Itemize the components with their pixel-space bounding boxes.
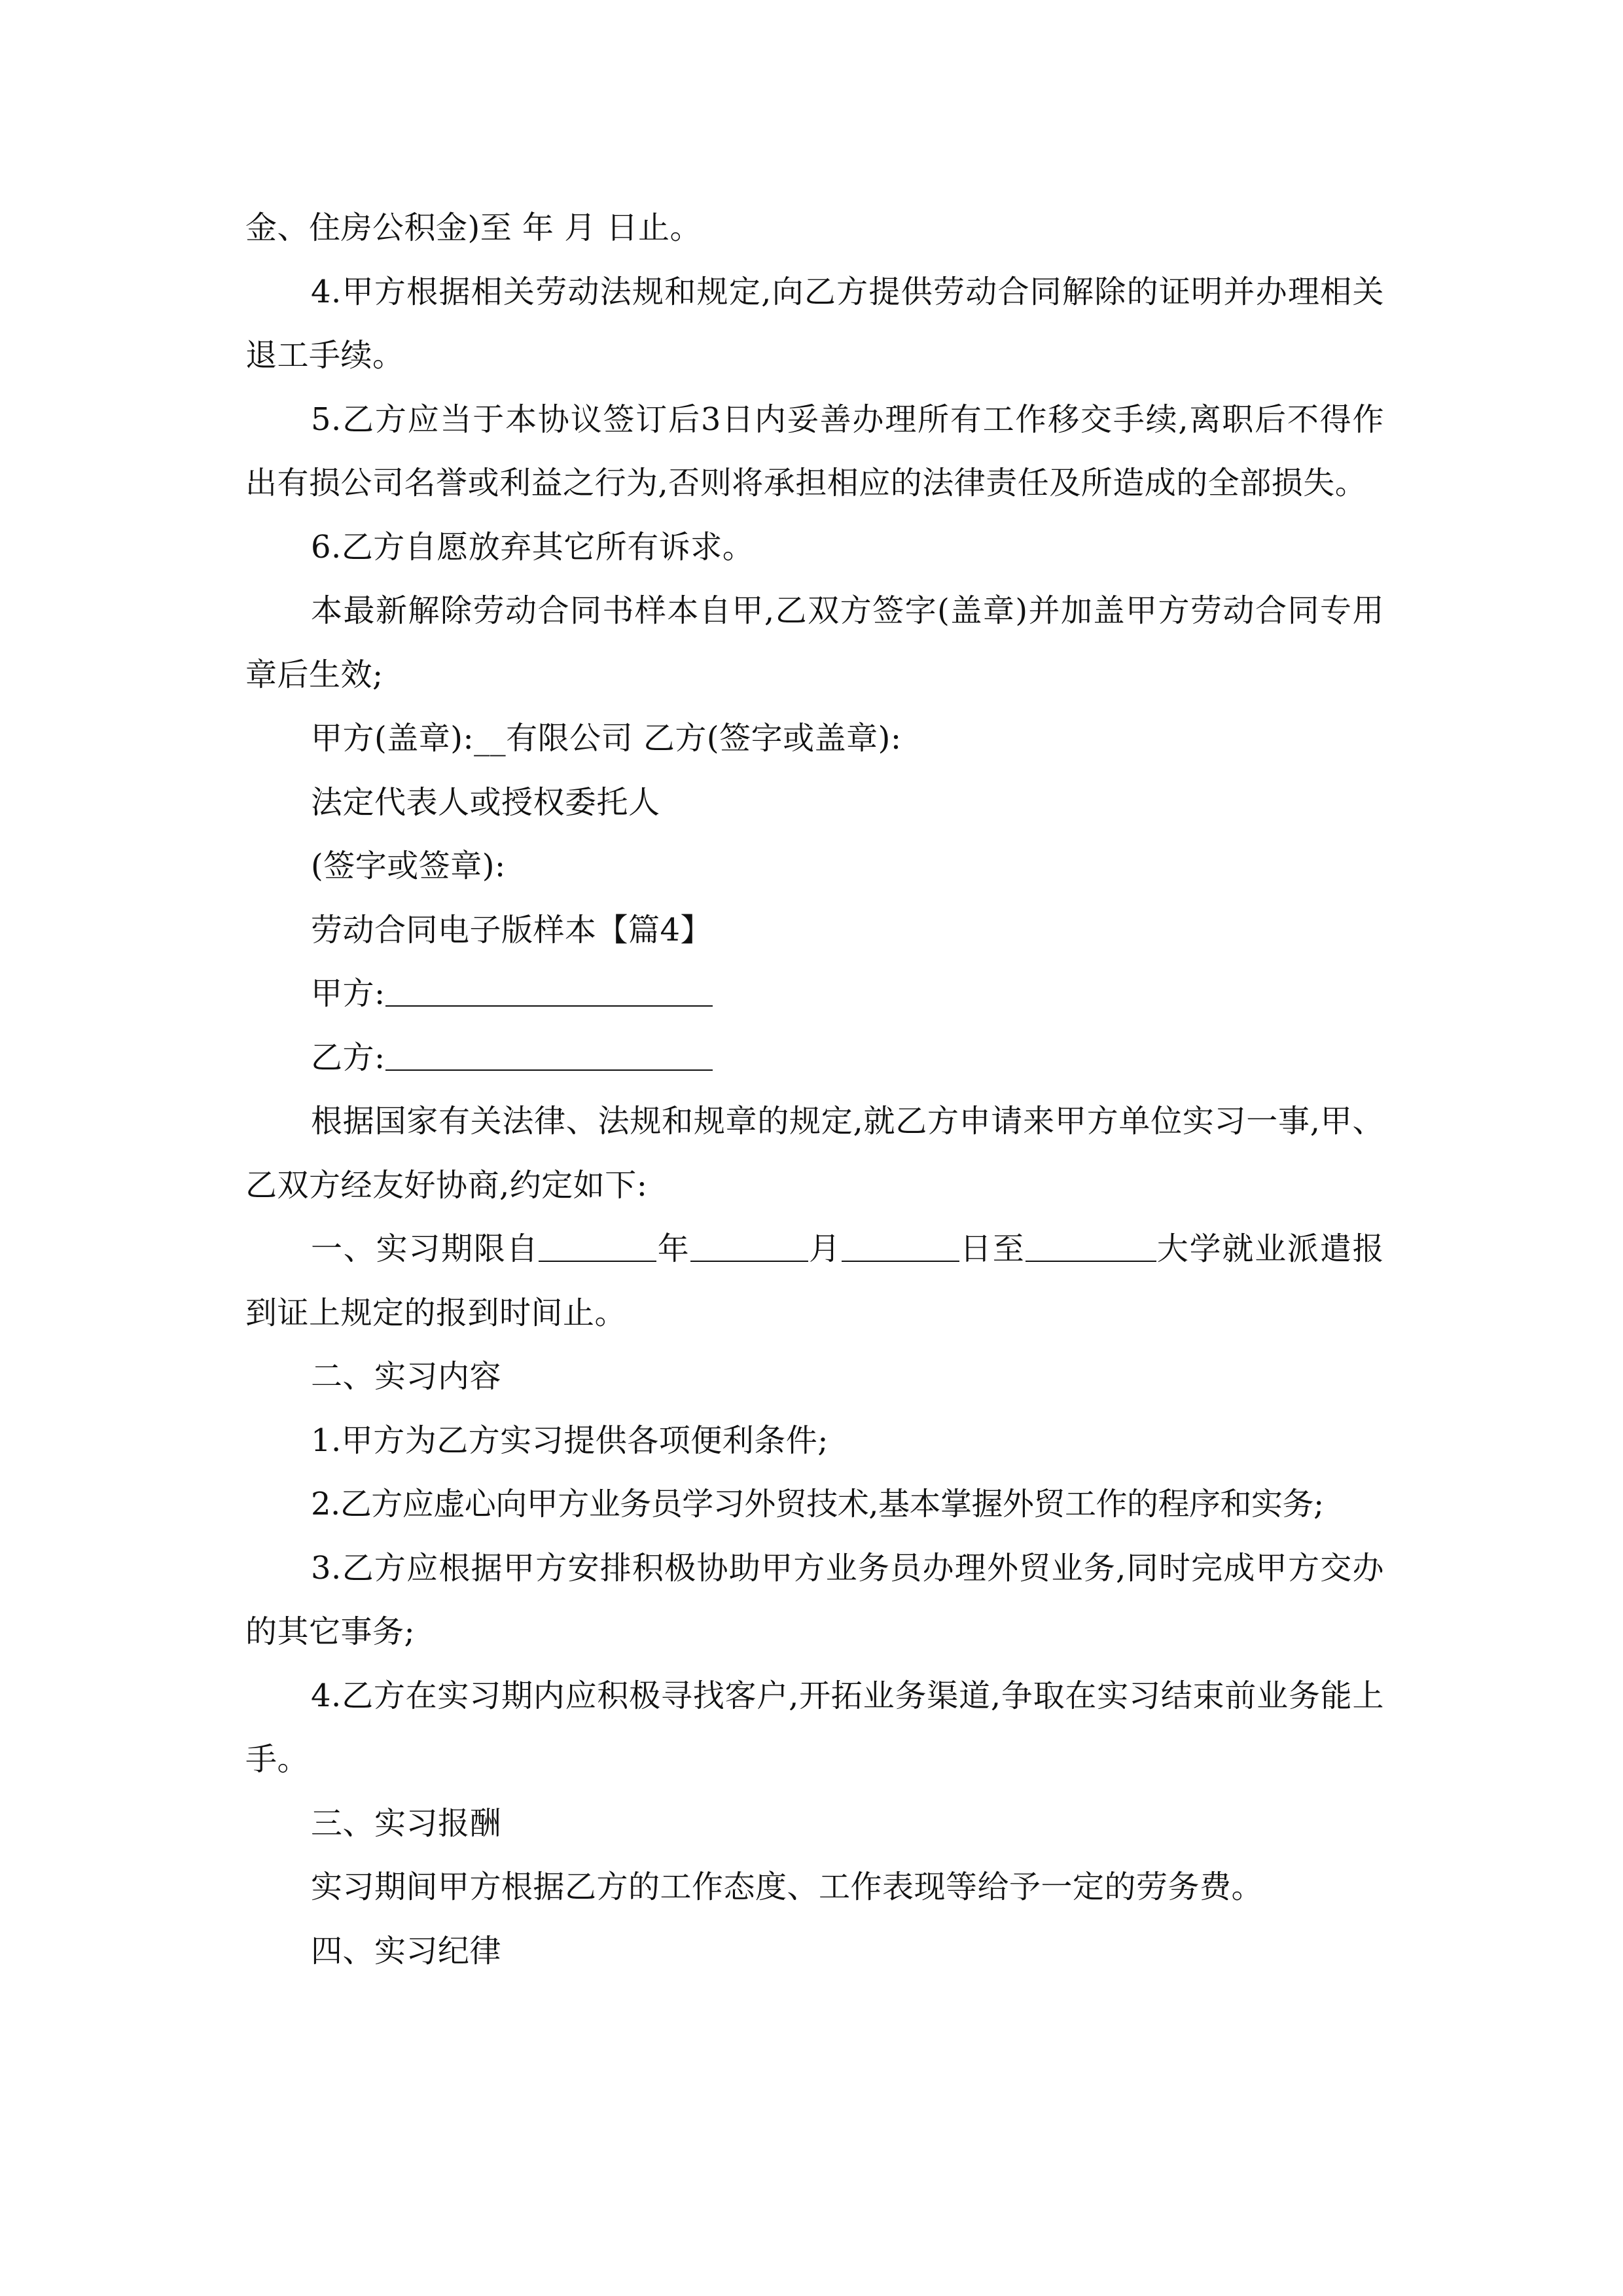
period-university-blank: [1026, 1234, 1156, 1262]
section-heading-content: 二、实习内容: [311, 1358, 502, 1395]
paragraph-pay: 实习期间甲方根据乙方的工作态度、工作表现等给予一定的劳务费。: [311, 1869, 1264, 1905]
period-day-blank: [842, 1234, 959, 1262]
paragraph-clause-6: 6.乙方自愿放弃其它所有诉求。: [311, 528, 755, 565]
paragraph-content-3: 3.乙方应根据甲方安排积极协助甲方业务员办理外贸业务,同时完成甲方交办的其它事务;: [245, 1549, 1384, 1650]
paragraph-sign-seal: (签字或签章):: [311, 848, 506, 884]
section-heading-pay: 三、实习报酬: [311, 1804, 502, 1842]
period-month-blank: [690, 1234, 808, 1262]
period-suffix: 大学就业派遣报到证上规定的报到时间止。: [245, 1230, 1384, 1331]
paragraph-content-1: 1.甲方为乙方实习提供各项便利条件;: [311, 1422, 829, 1459]
section-heading-discipline: 四、实习纪律: [311, 1932, 502, 1969]
paragraph-internship-period: [245, 1217, 1384, 1345]
paragraph-continued: 金、住房公积金)至 年 月 日止。: [245, 209, 702, 246]
party-a-row: [245, 962, 1384, 1026]
document-body: [245, 196, 1384, 1983]
party-a-blank: [385, 979, 713, 1007]
party-b-blank: [385, 1043, 713, 1071]
section-heading-part-4: 劳动合同电子版样本【篇4】: [311, 911, 713, 948]
paragraph-legal-representative: 法定代表人或授权委托人: [311, 783, 660, 821]
paragraph-clause-5: 5.乙方应当于本协议签订后3日内妥善办理所有工作移交手续,离职后不得作出有损公司名誉或利益之行为,否则将承担相应的法律责任及所造成的全部损失。: [245, 401, 1384, 501]
period-year-label: 年: [656, 1230, 690, 1267]
paragraph-content-4: 4.乙方在实习期内应积极寻找客户,开拓业务渠道,争取在实习结束前业务能上手。: [245, 1677, 1384, 1778]
period-year-blank: [539, 1234, 656, 1262]
paragraph-content-2: 2.乙方应虚心向甲方业务员学习外贸技术,基本掌握外贸工作的程序和实务;: [311, 1486, 1324, 1522]
party-b-row: [245, 1026, 1384, 1090]
paragraph-effective: 本最新解除劳动合同书样本自甲,乙双方签字(盖章)并加盖甲方劳动合同专用章后生效;: [245, 592, 1384, 693]
period-prefix: 一、实习期限自: [311, 1230, 539, 1267]
period-month-label: 月: [808, 1230, 842, 1267]
period-day-label: 日至: [959, 1230, 1026, 1267]
paragraph-clause-4: 4.甲方根据相关劳动法规和规定,向乙方提供劳动合同解除的证明并办理相关退工手续。: [245, 273, 1384, 374]
paragraph-signature-parties: 甲方(盖章):__有限公司 乙方(签字或盖章):: [311, 720, 902, 757]
party-a-label: 甲方:: [311, 975, 385, 1012]
party-b-label: 乙方:: [311, 1039, 385, 1076]
paragraph-preamble: 根据国家有关法律、法规和规章的规定,就乙方申请来甲方单位实习一事,甲、乙双方经友好协商,约定如下:: [245, 1103, 1384, 1204]
